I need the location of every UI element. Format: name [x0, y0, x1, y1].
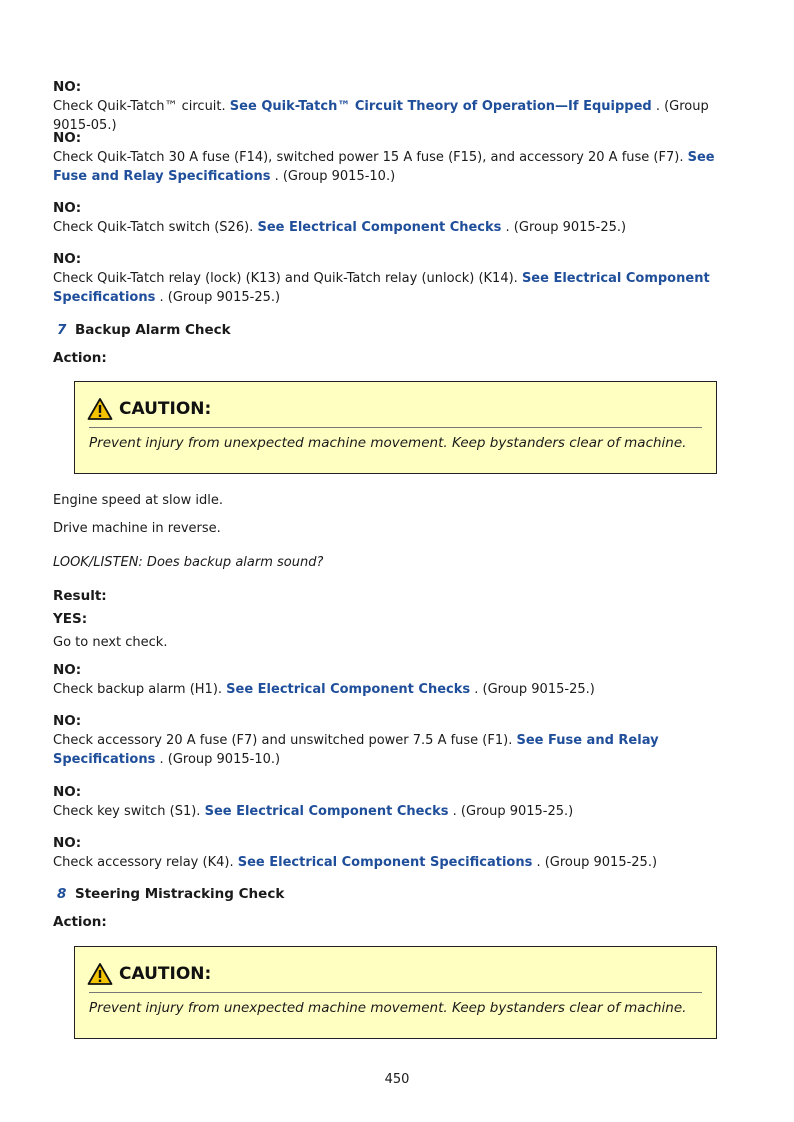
step-number: 8	[57, 886, 67, 902]
caution-divider	[89, 992, 702, 993]
check-text-pre: Check key switch (S1).	[53, 804, 205, 819]
instruction-line: Engine speed at slow idle.	[53, 493, 223, 508]
check-block	[53, 783, 721, 821]
action-label: Action:	[53, 914, 107, 930]
caution-header	[87, 959, 211, 989]
check-text	[53, 680, 721, 699]
action-label: Action:	[53, 350, 107, 366]
step-title: Steering Mistracking Check	[75, 886, 285, 902]
no-label: NO:	[53, 662, 82, 678]
check-text-post: . (Group 9015-25.)	[155, 290, 281, 305]
caution-message: Prevent injury from unexpected machine movement. Keep bystanders clear of machine.	[89, 435, 687, 451]
warning-triangle-icon	[87, 962, 113, 986]
step-number: 7	[57, 322, 67, 338]
no-label: NO:	[53, 784, 82, 800]
instruction-line: Drive machine in reverse.	[53, 521, 221, 536]
caution-title: CAUTION:	[119, 964, 212, 984]
check-text	[53, 148, 721, 186]
warning-triangle-icon	[87, 397, 113, 421]
reference-link[interactable]: See Fuse and Relay Specifications	[53, 150, 715, 184]
check-text-post: . (Group 9015-25.)	[448, 804, 574, 819]
check-block	[53, 661, 721, 699]
reference-link[interactable]: See Electrical Component Checks	[257, 220, 502, 235]
check-block	[53, 834, 721, 872]
reference-link[interactable]: See Electrical Component Specifications	[53, 271, 710, 305]
check-text-post: . (Group 9015-10.)	[270, 169, 396, 184]
caution-box	[74, 946, 717, 1039]
check-text-post: . (Group 9015-25.)	[501, 220, 627, 235]
check-text-pre: Check Quik-Tatch relay (lock) (K13) and Quik-Tatch relay (unlock) (K14).	[53, 271, 522, 286]
check-text-post: . (Group 9015-25.)	[532, 855, 658, 870]
check-text-pre: Check Quik-Tatch switch (S26).	[53, 220, 258, 235]
look-listen-prompt: LOOK/LISTEN: Does backup alarm sound?	[53, 555, 324, 570]
check-block	[53, 129, 721, 186]
caution-title: CAUTION:	[119, 399, 212, 419]
check-text-pre: Check Quik-Tatch 30 A fuse (F14), switched power 15 A fuse (F15), and accessory 20 A fuse (F7).	[53, 150, 688, 165]
no-label: NO:	[53, 130, 82, 146]
check-text	[53, 802, 721, 821]
check-text-pre: Check accessory 20 A fuse (F7) and unswitched power 7.5 A fuse (F1).	[53, 733, 517, 748]
check-text-pre: Check Quik-Tatch™ circuit.	[53, 99, 230, 114]
check-text	[53, 731, 721, 769]
check-text	[53, 853, 721, 872]
check-block	[53, 199, 721, 237]
no-label: NO:	[53, 251, 82, 267]
caution-message: Prevent injury from unexpected machine movement. Keep bystanders clear of machine.	[89, 1000, 687, 1016]
yes-text: Go to next check.	[53, 635, 168, 650]
check-block	[53, 78, 721, 135]
no-label: NO:	[53, 200, 82, 216]
reference-link[interactable]: See Fuse and Relay Specifications	[53, 733, 659, 767]
yes-label: YES:	[53, 611, 88, 627]
caution-divider	[89, 427, 702, 428]
step-title: Backup Alarm Check	[75, 322, 231, 338]
check-text	[53, 269, 721, 307]
no-label: NO:	[53, 835, 82, 851]
reference-link[interactable]: See Quik-Tatch™ Circuit Theory of Operation—If Equipped	[229, 99, 652, 114]
check-block	[53, 250, 721, 307]
caution-box	[74, 381, 717, 474]
check-text-post: . (Group 9015-10.)	[155, 752, 281, 767]
check-text-post: . (Group 9015-05.)	[53, 99, 709, 133]
step-heading	[53, 885, 721, 904]
caution-header	[87, 394, 211, 424]
no-label: NO:	[53, 79, 82, 95]
reference-link[interactable]: See Electrical Component Checks	[226, 682, 471, 697]
step-heading	[53, 321, 721, 340]
check-text	[53, 218, 721, 237]
reference-link[interactable]: See Electrical Component Specifications	[237, 855, 533, 870]
check-text-post: . (Group 9015-25.)	[470, 682, 595, 697]
check-text-pre: Check accessory relay (K4).	[53, 855, 238, 870]
check-text-pre: Check backup alarm (H1).	[53, 682, 227, 697]
result-label: Result:	[53, 588, 107, 604]
check-block	[53, 712, 721, 769]
no-label: NO:	[53, 713, 82, 729]
reference-link[interactable]: See Electrical Component Checks	[204, 804, 449, 819]
page-number: 450	[384, 1072, 410, 1087]
